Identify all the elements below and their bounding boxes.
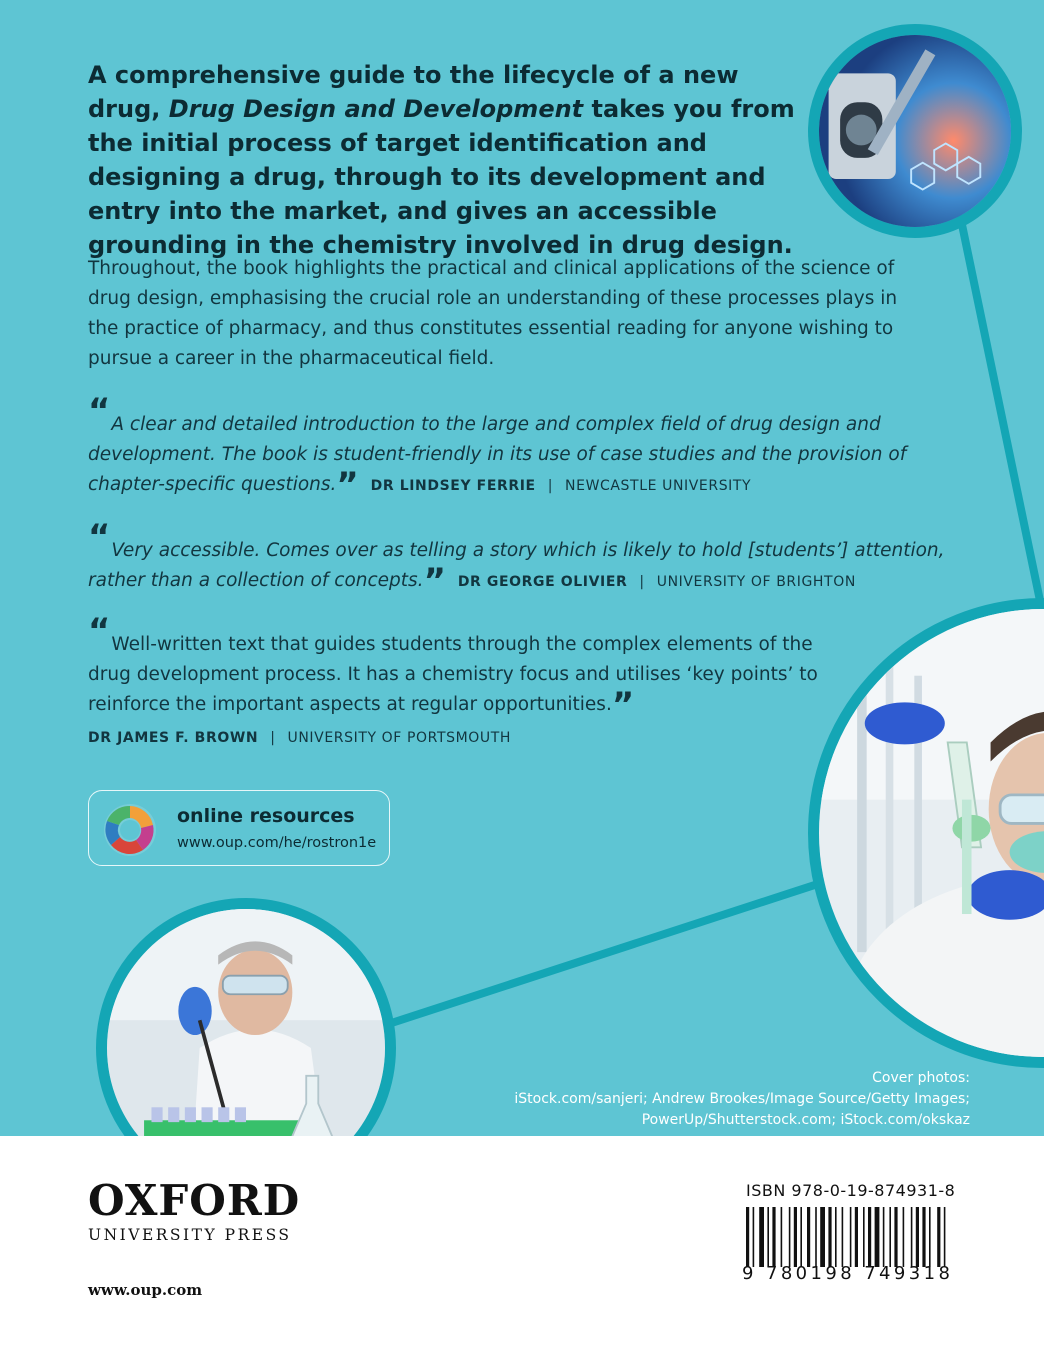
- cover-photo-credits: Cover photos: iStock.com/sanjeri; Andrew Brookes/Image Source/Getty Images; PowerUp/Shutterstock.com; iStock.com/okskaz: [514, 1070, 970, 1128]
- description-paragraph: Throughout, the book highlights the practical and clinical applications of the science of drug design, emphasising the crucial role an understanding of these processes plays in the practice of pharmacy, and thus constitutes essential reading for anyone wishing to pursue a career in the pharmaceutical field.: [88, 258, 898, 369]
- reviewer-attribution: DR LINDSEY FERRIE | NEWCASTLE UNIVERSITY: [370, 478, 752, 494]
- online-resources-logo-icon: [103, 803, 157, 857]
- barcode-icon: [746, 1207, 952, 1267]
- reviewer-attribution: DR GEORGE OLIVIER | UNIVERSITY OF BRIGHTON: [457, 574, 856, 590]
- online-resources-box[interactable]: [88, 790, 390, 866]
- book-title: Drug Design and Development: [168, 95, 584, 123]
- review-quote: “Very accessible. Comes over as telling a story which is likely to hold [students’] attention, rather than a collection of concepts.” DR GEORGE OLIVIER | UNIVERSITY OF BRIGHTON: [88, 517, 945, 601]
- reviewer-attribution: DR JAMES F. BROWN | UNIVERSITY OF PORTSMOUTH: [88, 730, 512, 746]
- publisher-website-link[interactable]: www.oup.com: [88, 1281, 203, 1299]
- online-resources-title: online resources: [177, 805, 355, 827]
- review-quote: “Well-written text that guides students through the complex elements of the drug development process. It has a chemistry focus and utilises ‘key points’ to reinforce the important aspects at regular opportunities.”: [88, 611, 818, 725]
- oxford-university-press-logo: OXFORD UNIVERSITY PRESS: [88, 1176, 301, 1244]
- intro-paragraph: A comprehensive guide to the lifecycle of a new drug, Drug Design and Development takes you from the initial process of target identification and designing a drug, through to its development and entry into the market, and gives an accessible grounding in the chemistry involved in drug design.: [88, 61, 795, 259]
- review-quote: “A clear and detailed introduction to the large and complex field of drug design and development. The book is student-friendly in its use of case studies and the provision of chapter-specific questions.” DR LINDSEY FERRIE | NEWCASTLE UNIVERSITY: [88, 391, 907, 505]
- online-resources-link[interactable]: www.oup.com/he/rostron1e: [177, 835, 377, 851]
- barcode-digits: 9 780198 749318: [742, 1263, 954, 1284]
- lab-equipment-photo: [808, 24, 1022, 238]
- isbn-label: ISBN 978-0-19-874931-8: [746, 1181, 956, 1200]
